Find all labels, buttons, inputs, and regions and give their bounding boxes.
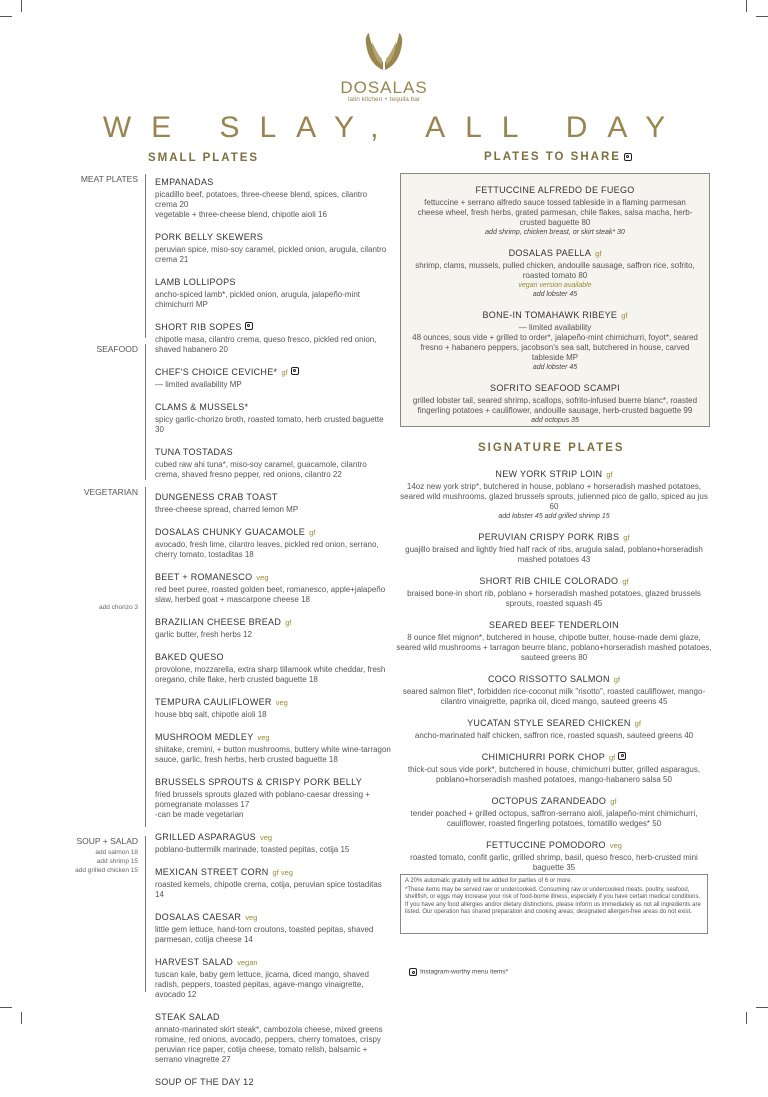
signature-item-name: PERUVIAN CRISPY PORK RIBS: [478, 532, 620, 542]
small-plates-list: [155, 172, 391, 1097]
section-title-signature-plates: SIGNATURE PLATES: [478, 442, 625, 454]
menu-item: [155, 1007, 391, 1065]
vegan-note: vegan version available: [518, 282, 592, 289]
signature-item: [395, 527, 713, 565]
signature-item-name: CHIMICHURRI PORK CHOP: [481, 752, 606, 762]
share-item: [411, 305, 699, 372]
category-vegetarian: VEGETARIAN: [83, 487, 138, 497]
instagram-icon: [409, 968, 417, 976]
menu-item-name: CHEF'S CHOICE CEVICHE*: [155, 367, 278, 377]
share-item-description: — limited availability 48 ounces, sous vide + grilled to order*, jalapeño-mint chimichurri, foyot*, seared fresno + habanero peppers, jacobson's sea salt, butchered in house, carved tableside MP: [412, 323, 698, 362]
instagram-icon: [291, 367, 299, 375]
menu-item-description: garlic butter, fresh herbs 12: [155, 630, 252, 639]
share-item-description: shrimp, clams, mussels, pulled chicken, andouille sausage, saffron rice, sofrito, roasted tomato 80: [415, 261, 695, 280]
menu-item: [155, 772, 391, 820]
signature-item-description: seared salmon filet*, forbidden rice-coconut milk "risotto", roasted cauliflower, mango-cilantro vinaigrette, paprika oil, diced mango, sauteed greens 45: [402, 687, 706, 706]
menu-item: [155, 952, 391, 1000]
menu-item-description: avocado, fresh lime, cilantro leaves, pickled red onion, serrano, cherry tomato, tostaditas 18: [155, 540, 379, 559]
share-item-name: FETTUCCINE ALFREDO DE FUEGO: [475, 185, 635, 195]
share-item-description: grilled lobster tail, seared shrimp, scallops, sofrito-infused buerre blanc*, roasted fingerling potatoes + cauliflower, andouille sausage, herb-crusted baguette 99: [412, 396, 698, 415]
signature-item-header: [395, 835, 713, 853]
disclaimer-box: [400, 874, 708, 934]
menu-item-description: picadillo beef, potatoes, three-cheese blend, spices, cilantro crema 20 vegetable + three-cheese blend, chipotle aioli 16: [155, 190, 368, 219]
instagram-icon: [618, 752, 626, 760]
dietary-tag: gf veg: [272, 868, 293, 877]
menu-item: [155, 1072, 391, 1090]
signature-item: [395, 747, 713, 785]
category-seafood: SEAFOOD: [96, 344, 138, 354]
addon-grilled-chicken: add grilled chicken 15: [75, 867, 138, 874]
wings-logo-icon: [362, 32, 406, 72]
menu-item-name: TUNA TOSTADAS: [155, 447, 233, 457]
menu-item-description: three-cheese spread, charred lemon MP: [155, 505, 299, 514]
menu-item-name: BRAZILIAN CHEESE BREAD: [155, 617, 282, 627]
dietary-tag: gf: [281, 368, 288, 377]
menu-item-name: PORK BELLY SKEWERS: [155, 232, 264, 242]
menu-item-name: LAMB LOLLIPOPS: [155, 277, 236, 287]
signature-item: [395, 669, 713, 707]
divider-soup-salad: [145, 836, 146, 992]
menu-item-name: DOSALAS CHUNKY GUACAMOLE: [155, 527, 306, 537]
plates-to-share-box: [400, 173, 710, 427]
dietary-tag: gf: [621, 311, 628, 320]
signature-item: [395, 835, 713, 873]
menu-item-description: annato-marinated skirt steak*, cambozola cheese, mixed greens romaine, red onions, avocado, peppers, cherry tomatoes, crispy peruvian rice paper, cotija cheese, tomato relish, balsamic + serrano vinagrette 27: [155, 1025, 383, 1064]
addon-shrimp: add shrimp 15: [96, 858, 138, 865]
menu-item-description: chipotle masa, cilantro crema, queso fresco, pickled red onion, shaved habanero 20: [155, 335, 377, 354]
signature-item-header: [395, 527, 713, 545]
menu-item: [155, 272, 391, 310]
section-title-small-plates: SMALL PLATES: [148, 152, 260, 164]
menu-item-name: SHORT RIB SOPES: [155, 322, 242, 332]
crop-mark: [756, 1007, 768, 1008]
menu-item-name: BAKED QUESO: [155, 652, 224, 662]
divider-vegetarian: [145, 487, 146, 827]
category-soup-salad: SOUP + SALAD: [76, 836, 138, 846]
menu-item-description: — limited availability MP: [155, 380, 242, 389]
section-title-plates-to-share: PLATES TO SHARE: [484, 151, 632, 163]
divider-seafood: [145, 344, 146, 480]
dietary-tag: gf: [610, 797, 617, 806]
menu-item: [155, 567, 391, 605]
signature-item-description: roasted tomato, confit garlic, grilled shrimp, basil, queso fresco, herb-crusted mini baguette 35: [410, 853, 698, 872]
menu-item: [155, 612, 391, 640]
share-item: [411, 180, 699, 237]
menu-item-name: CLAMS & MUSSELS*: [155, 402, 249, 412]
signature-item-description: braised bone-in short rib, poblano + horseradish mashed potatoes, glazed brussels sprouts, roasted squash 45: [407, 589, 701, 608]
divider-meat: [145, 174, 146, 338]
signature-item-header: [395, 464, 713, 482]
menu-item-description: roasted kernels, chipotle crema, cotija, peruvian spice tostaditas 14: [155, 880, 382, 899]
menu-item-name: HARVEST SALAD: [155, 957, 234, 967]
menu-item-description: provolone, mozzarella, extra sharp tillamook white cheddar, fresh oregano, chile flake, herb crusted baguette 18: [155, 665, 386, 684]
share-item-name: SOFRITO SEAFOOD SCAMPI: [490, 383, 620, 393]
instagram-footer: Instagram-worthy menu items*: [409, 968, 508, 976]
dietary-tag: gf: [309, 528, 316, 537]
menu-item-name: GRILLED ASPARAGUS: [155, 832, 256, 842]
dietary-tag: veg: [257, 733, 270, 742]
menu-item-name: DOSALAS CAESAR: [155, 912, 242, 922]
signature-item: [395, 615, 713, 663]
menu-item-description: house bbq salt, chipotle aioli 18: [155, 710, 267, 719]
menu-item-name: STEAK SALAD: [155, 1012, 220, 1022]
menu-item-name: EMPANADAS: [155, 177, 214, 187]
menu-item-description: poblano-buttermilk marinade, toasted pepitas, cotija 15: [155, 845, 350, 854]
signature-item-name: YUCATAN STYLE SEARED CHICKEN: [467, 718, 631, 728]
signature-item-description: ancho-marinated half chicken, saffron rice, roasted squash, sauteed greens 40: [414, 731, 694, 740]
signature-item-description: 14oz new york strip*, butchered in house, poblano + horseradish mashed potatoes, seared wild mushrooms, glazed brussels sprouts, julienned pico de gallo, spiced au jus 60: [400, 482, 708, 511]
dietary-tag: veg: [245, 913, 258, 922]
dietary-tag: veg: [259, 833, 273, 842]
menu-item: [155, 727, 391, 765]
crop-mark: [756, 16, 768, 17]
crop-mark: [0, 1007, 12, 1008]
menu-item-name: TEMPURA CAULIFLOWER: [155, 697, 272, 707]
signature-item-description: 8 ounce filet mignon*, butchered in house, chipotle butter, house-made demi glaze, seared wild mushrooms + tarragon beurre blanc, poblano+horseradish mashed potatoes, sauteed greens 80: [396, 633, 712, 662]
signature-item-description: thick-cut sous vide pork*, butchered in house, chimichurri butter, grilled asparagus, poblano+horseradish mashed potatoes, mango-habanero salsa 50: [407, 765, 701, 784]
signature-item: [395, 571, 713, 609]
menu-item-name: DUNGENESS CRAB TOAST: [155, 492, 278, 502]
menu-item: [155, 362, 391, 390]
menu-item: [155, 862, 391, 900]
menu-item: [155, 647, 391, 685]
logo: [334, 32, 434, 104]
crop-mark: [0, 16, 12, 17]
add-on-note: add lobster 45 add grilled shrimp 15: [498, 513, 610, 520]
dietary-tag: gf: [606, 470, 613, 479]
menu-item-description: shiitake, cremini, + button mushrooms, buttery white wine-tarragon sauce, garlic, fresh herbs, herb crusted baguette 18: [155, 745, 391, 764]
signature-item-header: [395, 571, 713, 589]
signature-item-name: COCO RISSOTTO SALMON: [487, 674, 610, 684]
dietary-tag: gf: [613, 675, 621, 684]
signature-plates-list: [395, 464, 713, 879]
signature-item-description: guajillo braised and lightly fried half rack of ribs, arugula salad, poblano+horseradish mashed potatoes 43: [405, 545, 703, 564]
signature-item-header: [395, 713, 713, 731]
menu-item: [155, 487, 391, 515]
slogan: WE SLAY, ALL DAY: [102, 111, 686, 144]
signature-item-name: FETTUCCINE POMODORO: [486, 840, 606, 850]
dietary-tag: gf: [285, 618, 292, 627]
menu-item-description: peruvian spice, miso-soy caramel, pickled onion, arugula, cilantro crema 21: [155, 245, 387, 264]
menu-item: [155, 172, 391, 220]
menu-item-description: spicy garlic-chorizo broth, roasted tomato, herb crusted baguette 30: [155, 415, 384, 434]
menu-item-description: fried brussels sprouts glazed with poblano-caesar dressing + pomegranate molasses 17 -can be made vegetarian: [155, 790, 371, 819]
brand-tagline: latin kitchen + tequila bar: [347, 96, 421, 103]
share-list: [401, 174, 709, 425]
dietary-tag: veg: [256, 573, 269, 582]
signature-item-header: [395, 747, 713, 765]
dietary-tag: veg: [609, 841, 622, 850]
crop-mark: [746, 0, 747, 12]
menu-item-description: red beet puree, roasted golden beet, romanesco, apple+jalapeño slaw, herbed goat + mascarpone cheese 18: [155, 585, 386, 604]
add-on-note: add lobster 45: [532, 364, 578, 371]
crop-mark: [746, 1012, 747, 1024]
menu-item: [155, 907, 391, 945]
allergen-note: *These items may be served raw or undercooked. Consuming raw or undercooked meats, poultry, seafood, shellfish, or eggs may increase your risk of food-borne illness, especially if you have certain medical conditions. If you have any food allergies and/or dietary distinctions, please inform us immediately as not all ingredients are listed. Our operation has shared preparation and cooking areas; designated allergen-free areas do not exist.: [405, 887, 701, 915]
signature-item-header: [395, 791, 713, 809]
menu-item-name: BRUSSELS SPROUTS & CRISPY PORK BELLY: [155, 777, 363, 787]
menu-item: [155, 227, 391, 265]
dietary-tag: gf: [634, 719, 641, 728]
instagram-icon: [624, 153, 632, 161]
gratuity-note: A 20% automatic gratuity will be added for parties of 6 or more.: [405, 878, 573, 884]
brand-name: DOSALAS: [340, 78, 428, 97]
instagram-icon: [245, 322, 253, 330]
dietary-tag: gf: [623, 533, 630, 542]
menu-item-description: cubed raw ahi tuna*, miso-soy caramel, guacamole, cilantro crema, shaved fresno pepper, red onions, cilantro 22: [155, 460, 367, 479]
dietary-tag: gf: [595, 249, 602, 258]
add-on-note: add octopus 35: [531, 417, 579, 424]
signature-item: [395, 464, 713, 521]
signature-item-header: [395, 615, 713, 633]
addon-chorizo: add chorizo 3: [98, 604, 138, 611]
share-item-name: BONE-IN TOMAHAWK RIBEYE: [482, 310, 618, 320]
menu-item-name: BEET + ROMANESCO: [155, 572, 253, 582]
share-item: [411, 243, 699, 299]
menu-item: [155, 442, 391, 480]
signature-item-header: [395, 669, 713, 687]
signature-item-name: NEW YORK STRIP LOIN: [495, 469, 603, 479]
add-on-note: add shrimp, chicken breast, or skirt steak* 30: [485, 229, 625, 236]
menu-item: [155, 522, 391, 560]
signature-item: [395, 791, 713, 829]
category-meat-plates: MEAT PLATES: [80, 174, 138, 184]
add-on-note: add lobster 45: [532, 291, 578, 298]
dietary-tag: veg: [275, 698, 288, 707]
menu-item-description: little gem lettuce, hand-torn croutons, toasted pepitas, shaved parmesan, cotija cheese 14: [155, 925, 374, 944]
signature-item-name: SHORT RIB CHILE COLORADO: [479, 576, 619, 586]
crop-mark: [21, 0, 22, 12]
share-item-name: DOSALAS PAELLA: [508, 248, 592, 258]
dietary-tag: gf: [609, 753, 616, 762]
dietary-tag: vegan: [237, 958, 258, 967]
menu-item: [155, 827, 391, 855]
signature-item: [395, 713, 713, 741]
signature-item-name: OCTOPUS ZARANDEADO: [491, 796, 607, 806]
menu-item-description: tuscan kale, baby gem lettuce, jicama, diced mango, shaved radish, peppers, toasted pepitas, agave-mango vinaigrette, avocado 12: [155, 970, 369, 999]
menu-item-name: SOUP OF THE DAY 12: [155, 1077, 254, 1087]
signature-item-description: tender poached + grilled octopus, saffron-serrano aioli, jalapeño-mint chimichurri, cauliflower, roasted fingerling potatoes, tomatillo wedges* 50: [410, 809, 698, 828]
menu-item: [155, 397, 391, 435]
menu-item: [155, 692, 391, 720]
signature-item-name: SEARED BEEF TENDERLOIN: [489, 620, 619, 630]
crop-mark: [21, 1012, 22, 1024]
share-item: [411, 378, 699, 425]
menu-item-name: MUSHROOM MEDLEY: [155, 732, 254, 742]
menu-item-description: ancho-spiced lamb*, pickled onion, arugula, jalapeño-mint chimichurri MP: [155, 290, 361, 309]
dietary-tag: gf: [622, 577, 629, 586]
menu-item-name: MEXICAN STREET CORN: [155, 867, 269, 877]
share-item-description: fettuccine + serrano alfredo sauce tossed tableside in a flaming parmesan cheese wheel, fresh herbs, grated parmesan, chile flakes, salsa macha, herb-crusted baguette 80: [417, 198, 693, 227]
menu-item: [155, 317, 391, 355]
addon-salmon: add salmon 18: [95, 849, 138, 856]
